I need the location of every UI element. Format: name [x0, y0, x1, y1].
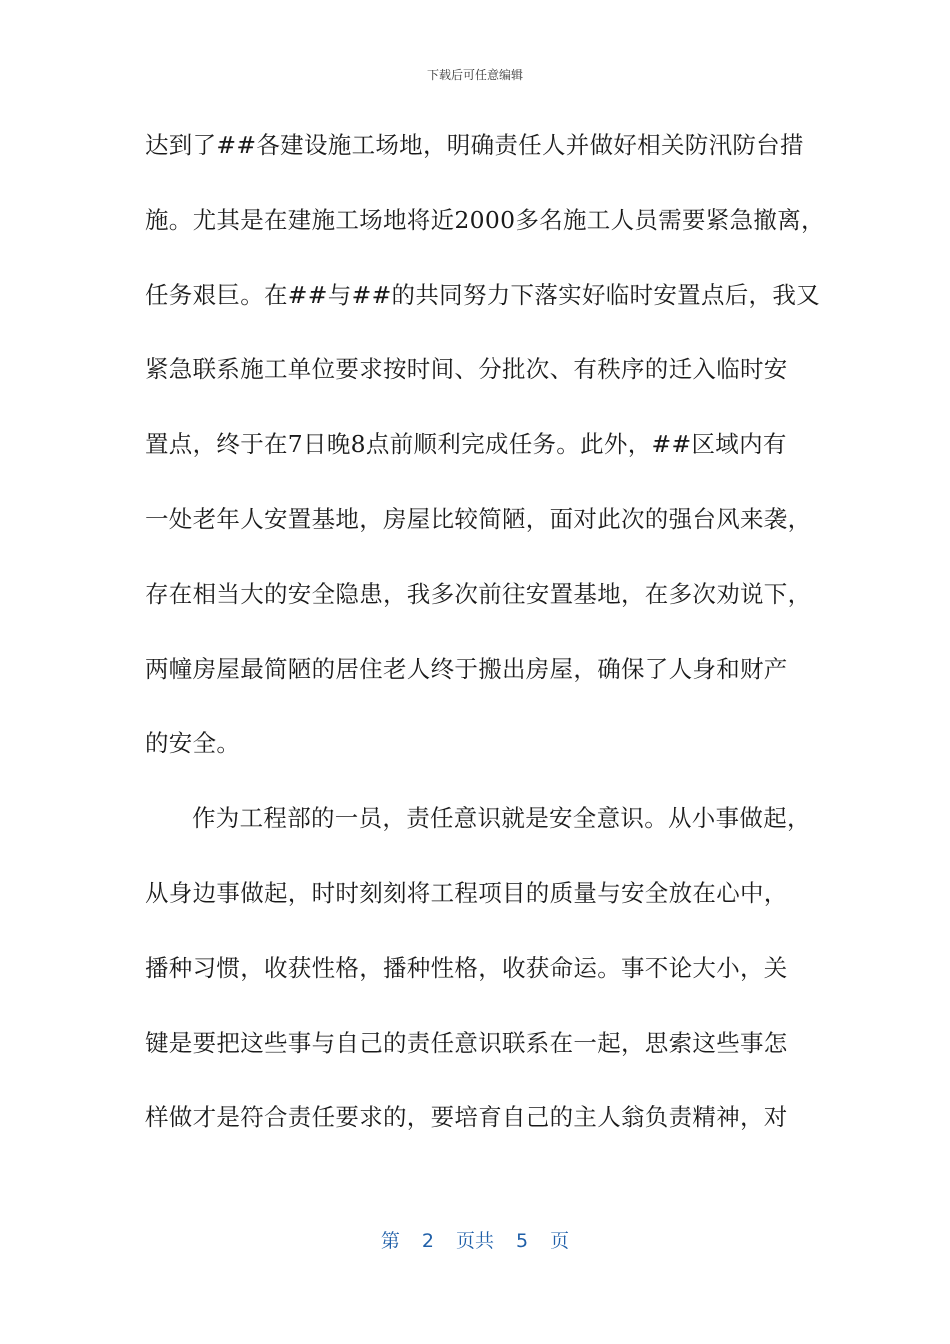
page-footer	[0, 1226, 950, 1253]
footer-total-pages: 5	[516, 1230, 529, 1252]
body-line-14: 样做才是符合责任要求的，要培育自己的主人翁负责精神，对	[145, 1103, 788, 1132]
body-line-13: 键是要把这些事与自己的责任意识联系在一起，思索这些事怎	[145, 1028, 788, 1057]
body-line-12: 播种习惯，收获性格，播种性格，收获命运。事不论大小，关	[145, 953, 788, 982]
footer-middle: 页共	[455, 1230, 494, 1252]
document-body	[145, 120, 825, 1167]
body-line-10: 作为工程部的一员，责任意识就是安全意识。从小事做起，	[192, 804, 811, 833]
body-line-2: 施。尤其是在建施工场地将近2000多名施工人员需要紧急撤离，	[145, 205, 825, 234]
footer-suffix: 页	[550, 1230, 570, 1252]
body-line-8: 两幢房屋最简陋的居住老人终于搬出房屋，确保了人身和财产	[145, 654, 788, 683]
body-line-1: 达到了##各建设施工场地，明确责任人并做好相关防汛防台措	[145, 131, 804, 159]
body-line-3: 任务艰巨。在##与##的共同努力下落实好临时安置点后，我又	[145, 280, 820, 309]
body-line-7: 存在相当大的安全隐患，我多次前往安置基地，在多次劝说下，	[145, 579, 812, 608]
page-header-note: 下载后可任意编辑	[426, 68, 523, 82]
body-line-11: 从身边事做起，时时刻刻将工程项目的质量与安全放在心中，	[145, 878, 788, 907]
body-line-6: 一处老年人安置基地，房屋比较简陋，面对此次的强台风来袭，	[145, 504, 812, 533]
body-line-9: 的安全。	[145, 729, 241, 758]
body-line-4: 紧急联系施工单位要求按时间、分批次、有秩序的迁入临时安	[145, 355, 788, 384]
footer-current-page: 2	[421, 1230, 434, 1252]
body-line-5: 置点，终于在7日晚8点前顺利完成任务。此外，##区域内有	[145, 430, 787, 459]
footer-prefix: 第	[380, 1230, 400, 1252]
